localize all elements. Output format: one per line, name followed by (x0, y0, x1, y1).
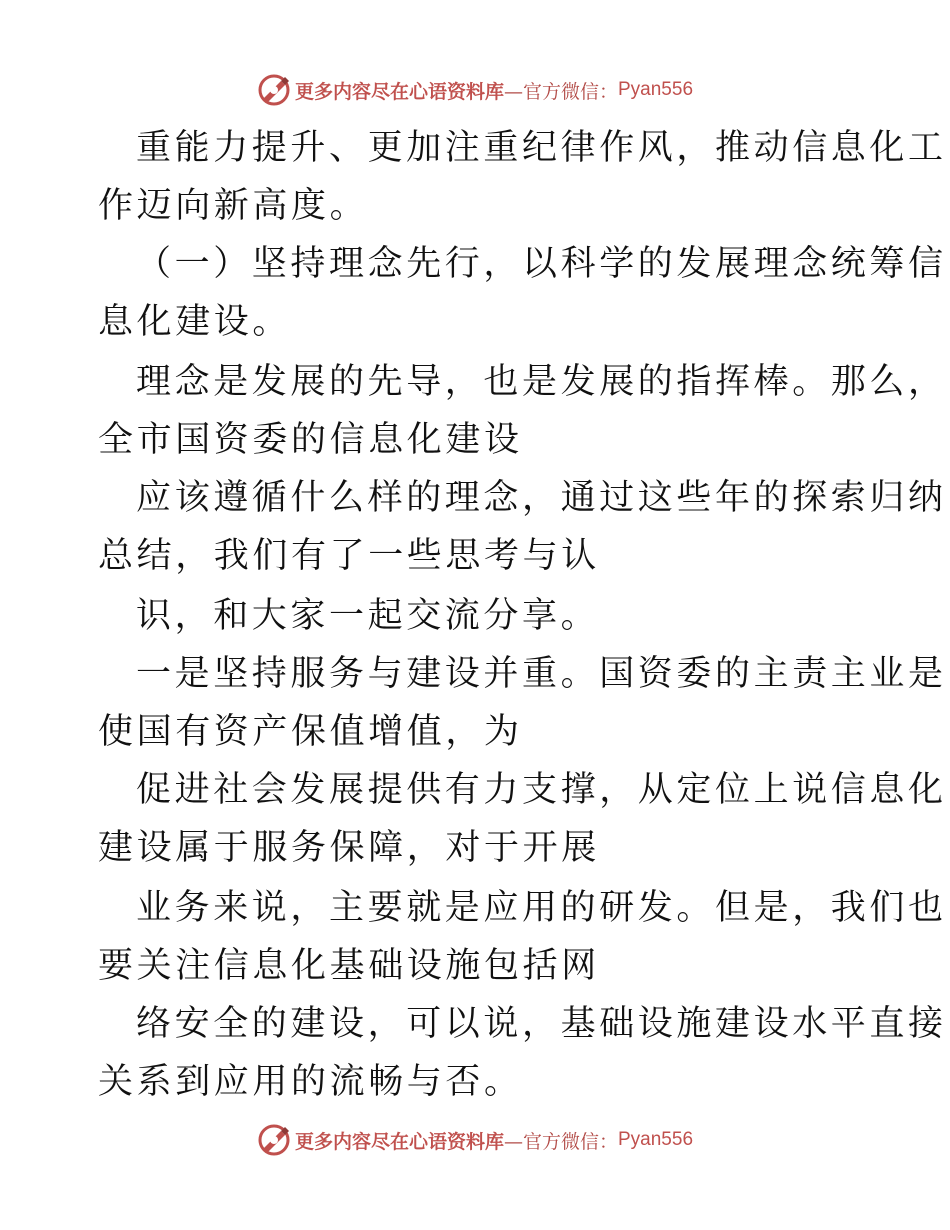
body-line: 促进社会发展提供有力支撑，从定位上说信息化 (136, 770, 947, 810)
body-line: 总结，我们有了一些思考与认 (98, 536, 600, 576)
body-line: 关系到应用的流畅与否。 (98, 1062, 523, 1102)
body-line: 识，和大家一起交流分享。 (136, 596, 600, 636)
pen-logo-icon (257, 73, 291, 107)
section-heading: 息化建设。 (98, 302, 292, 342)
banner-site-name: 更多内容尽在心语资料库 (294, 80, 504, 103)
body-line: 要关注信息化基础设施包括网 (98, 946, 600, 986)
body-line: 全市国资委的信息化建设 (98, 420, 523, 460)
banner-wechat-label: —官方微信： (503, 1130, 618, 1153)
banner-wechat-id: Pyan556 (618, 1129, 694, 1150)
header-banner (0, 70, 950, 110)
banner-site-name: 更多内容尽在心语资料库 (294, 1130, 504, 1153)
footer-banner (0, 1120, 950, 1160)
body-line: 应该遵循什么样的理念，通过这些年的探索归纳 (136, 478, 947, 518)
banner-wechat-id: Pyan556 (618, 79, 694, 100)
body-line: 重能力提升、更加注重纪律作风，推动信息化工 (136, 128, 947, 168)
body-line: 作迈向新高度。 (98, 186, 369, 226)
body-line: 使国有资产保值增值，为 (98, 712, 523, 752)
body-line: 一是坚持服务与建设并重。国资委的主责主业是 (136, 654, 947, 694)
banner-wechat-label: —官方微信： (503, 80, 618, 103)
body-line: 建设属于服务保障，对于开展 (98, 828, 600, 868)
pen-logo-icon (257, 1123, 291, 1157)
section-heading: （一）坚持理念先行，以科学的发展理念统筹信 (136, 244, 947, 284)
body-line: 理念是发展的先导，也是发展的指挥棒。那么， (136, 362, 947, 402)
body-line: 业务来说，主要就是应用的研发。但是，我们也 (136, 888, 947, 928)
body-line: 络安全的建设，可以说，基础设施建设水平直接 (136, 1004, 947, 1044)
